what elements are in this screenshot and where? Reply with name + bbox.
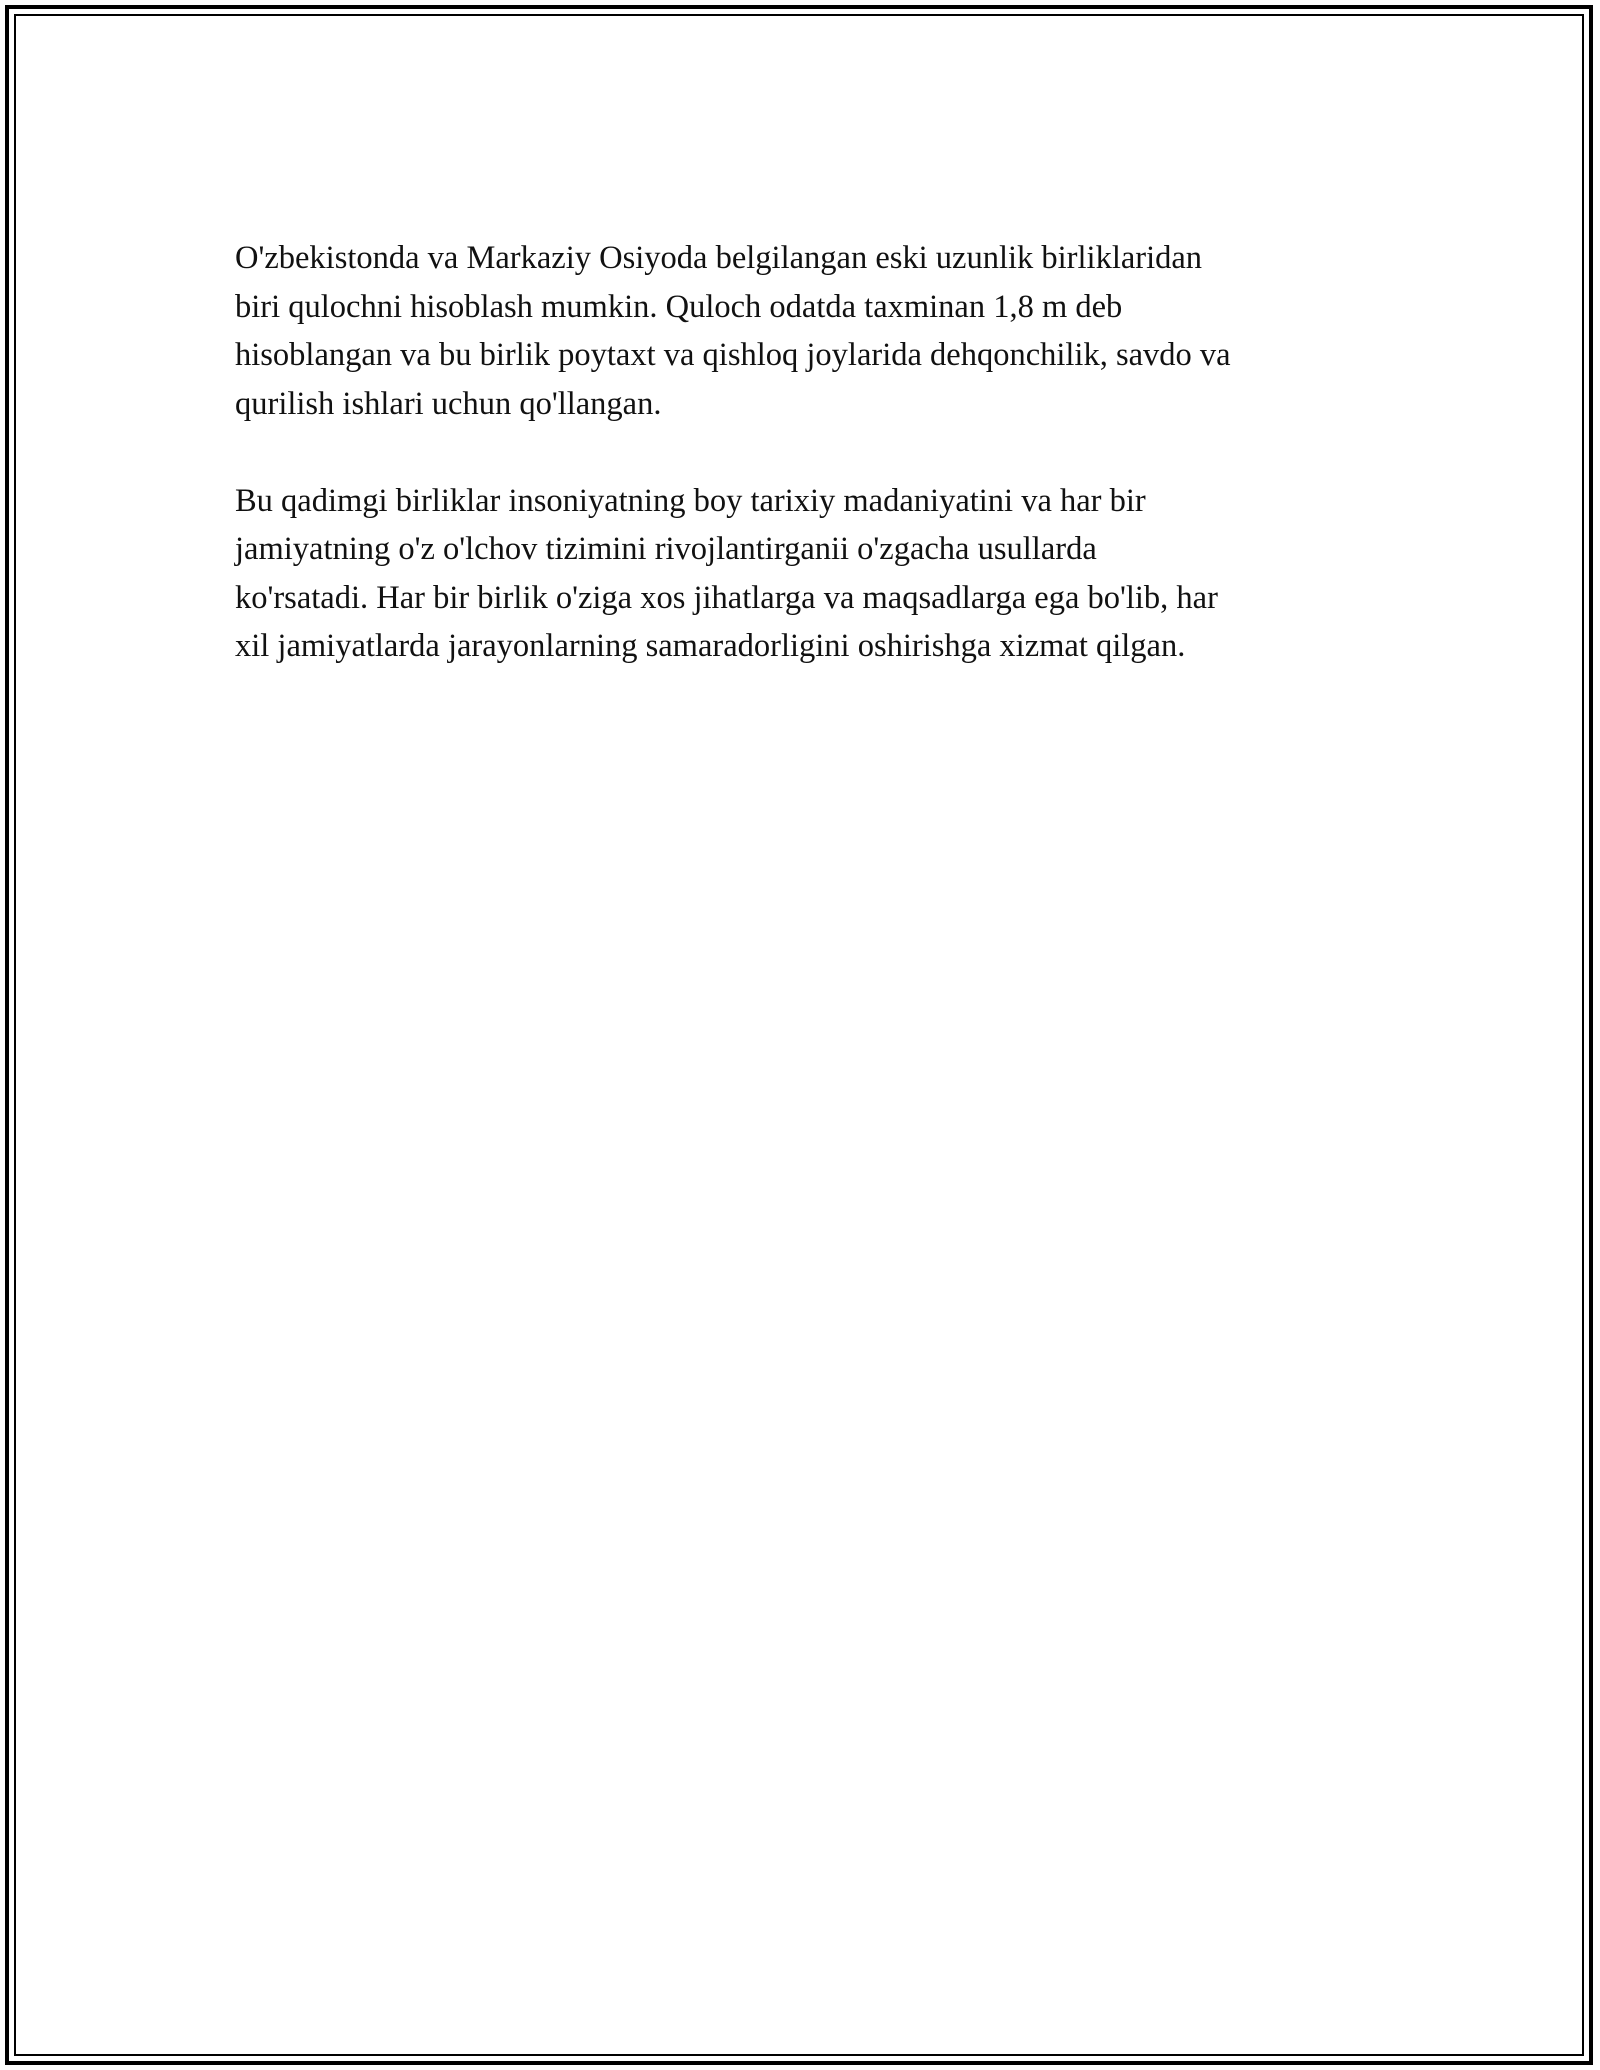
paragraph-line: xil jamiyatlarda jarayonlarning samaradorligini oshirishga xizmat qilgan. — [235, 628, 1186, 664]
paragraph-line: ko'rsatadi. Har bir birlik o'ziga xos jihatlarga va maqsadlarga ega bo'lib, har — [235, 579, 1218, 616]
paragraph-line: biri qulochni hisoblash mumkin. Quloch odatda taxminan 1,8 m deb — [235, 288, 1123, 325]
paragraph-line: hisoblangan va bu birlik poytaxt va qishloq joylarida dehqonchilik, savdo va — [235, 337, 1231, 373]
paragraph-2 — [235, 477, 1385, 671]
paragraph-line: jamiyatning o'z o'lchov tizimini rivojlantirganii o'zgacha usullarda — [235, 531, 1097, 567]
paragraph-line: O'zbekistonda va Markaziy Osiyoda belgilangan eski uzunlik birliklaridan — [235, 240, 1203, 276]
document-body — [235, 234, 1385, 671]
paragraph-1 — [235, 234, 1385, 428]
paragraph-line: Bu qadimgi birliklar insoniyatning boy tarixiy madaniyatini va har bir — [235, 482, 1146, 519]
paragraph-line: qurilish ishlari uchun qo'llangan. — [235, 385, 662, 422]
